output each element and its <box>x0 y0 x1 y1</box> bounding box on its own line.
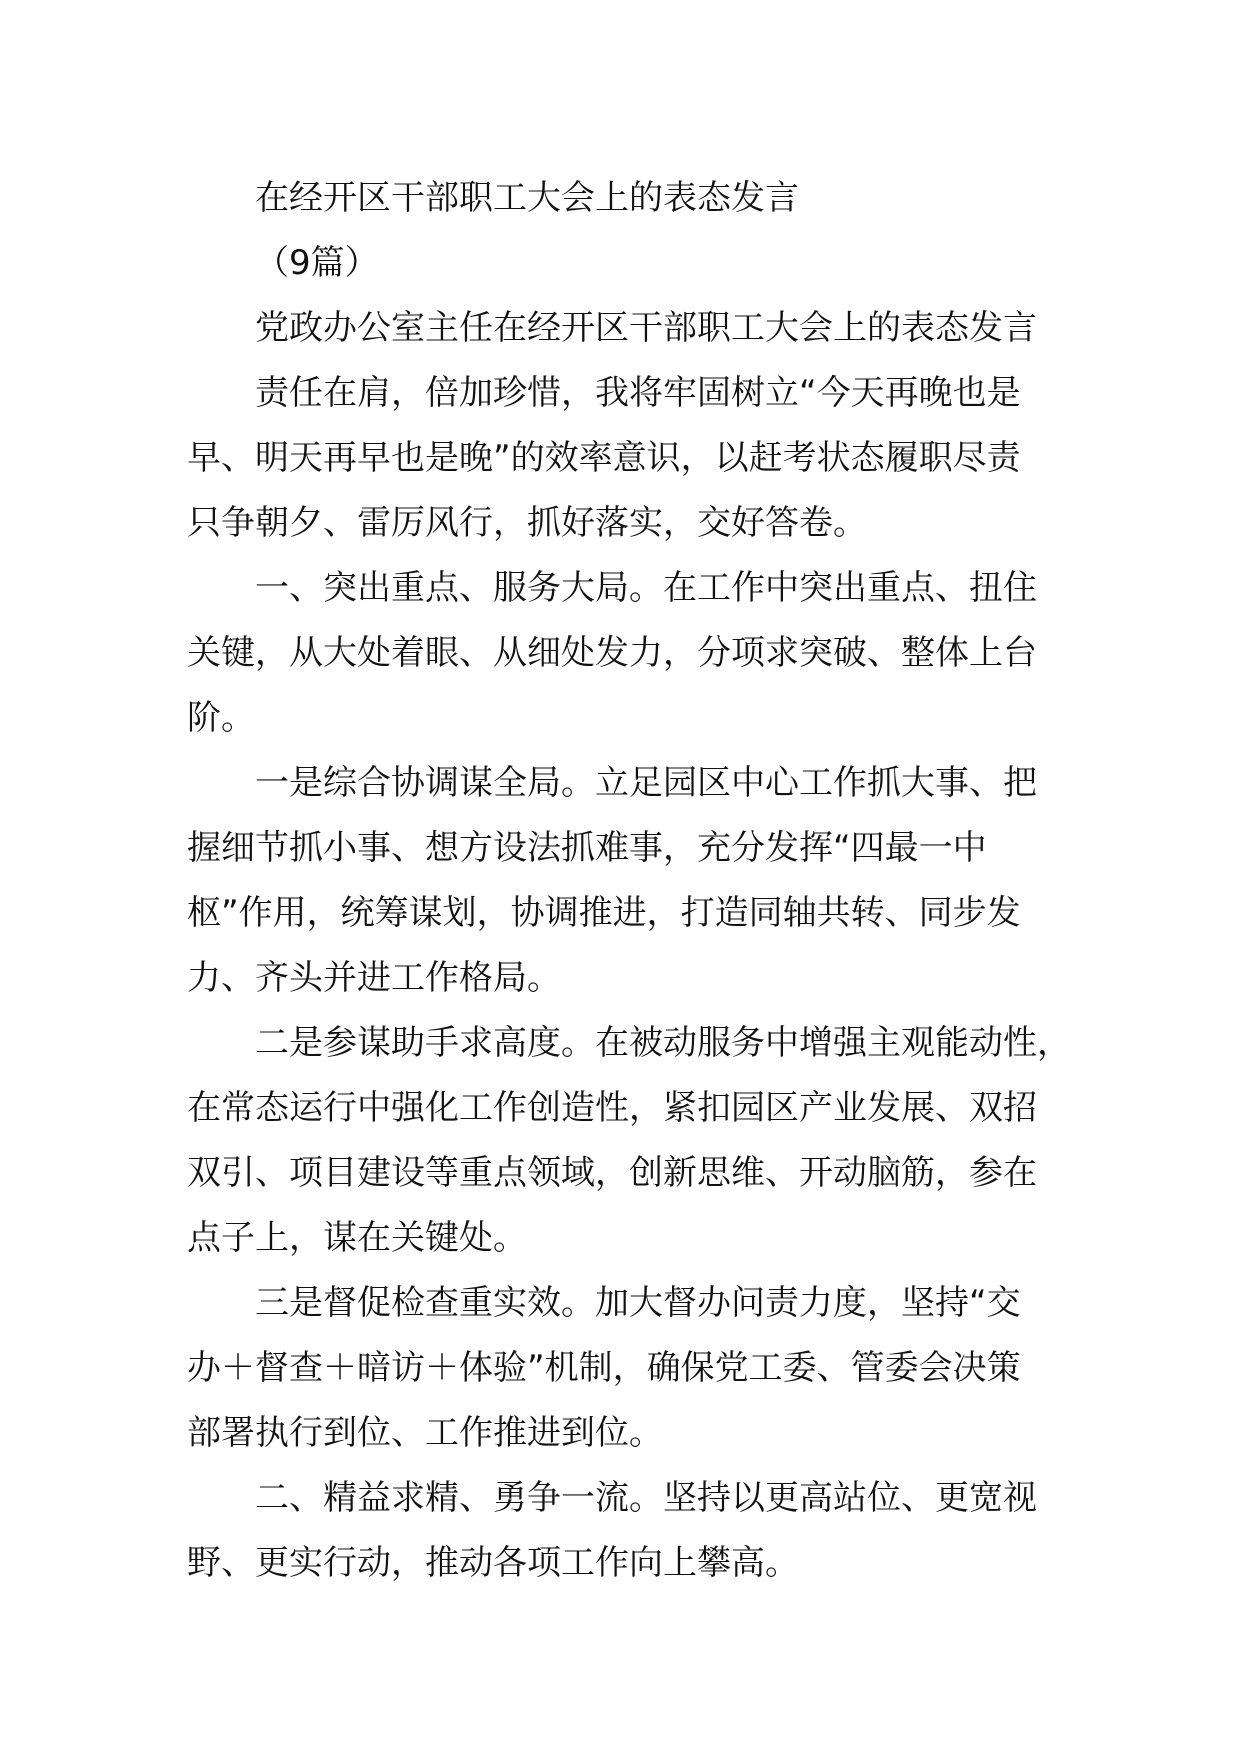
paragraph-line: 力、齐头并进工作格局。 <box>187 958 561 998</box>
paragraph-line: 野、更实行动，推动各项工作向上攀高。 <box>187 1543 799 1583</box>
paragraph-line: 办＋督查＋暗访＋体验”机制，确保党工委、管委会决策 <box>187 1348 1021 1388</box>
paragraph-line: 阶。 <box>187 698 255 738</box>
paragraph-line: 二、精益求精、勇争一流。坚持以更高站位、更宽视 <box>255 1478 1037 1518</box>
document-subtitle: （9篇） <box>255 243 379 283</box>
paragraph-line: 二是参谋助手求高度。在被动服务中增强主观能动性， <box>255 1023 1071 1063</box>
paragraph-line: 只争朝夕、雷厉风行，抓好落实，交好答卷。 <box>187 503 867 543</box>
paragraph-line: 在常态运行中强化工作创造性，紧扣园区产业发展、双招 <box>187 1088 1037 1128</box>
paragraph-line: 握细节抓小事、想方设法抓难事，充分发挥“四最一中 <box>187 828 987 868</box>
paragraph-line: 双引、项目建设等重点领域，创新思维、开动脑筋，参在 <box>187 1153 1037 1193</box>
paragraph-line: 关键，从大处着眼、从细处发力，分项求突破、整体上台 <box>187 633 1037 673</box>
paragraph-line: 点子上，谋在关键处。 <box>187 1218 527 1258</box>
document-body <box>187 166 1071 1596</box>
document-title: 在经开区干部职工大会上的表态发言 <box>255 178 799 218</box>
paragraph-line: 一、突出重点、服务大局。在工作中突出重点、扭住 <box>255 568 1037 608</box>
paragraph-line: 三是督促检查重实效。加大督办问责力度，坚持“交 <box>255 1283 1021 1323</box>
section-heading: 党政办公室主任在经开区干部职工大会上的表态发言 <box>255 308 1037 348</box>
paragraph-line: 部署执行到位、工作推进到位。 <box>187 1413 663 1453</box>
paragraph-line: 一是综合协调谋全局。立足园区中心工作抓大事、把 <box>255 763 1037 803</box>
paragraph-line: 责任在肩，倍加珍惜，我将牢固树立“今天再晚也是 <box>255 373 1021 413</box>
paragraph-line: 早、明天再早也是晚”的效率意识，以赶考状态履职尽责 <box>187 438 1021 478</box>
paragraph-line: 枢”作用，统筹谋划，协调推进，打造同轴共转、同步发 <box>187 893 1021 933</box>
